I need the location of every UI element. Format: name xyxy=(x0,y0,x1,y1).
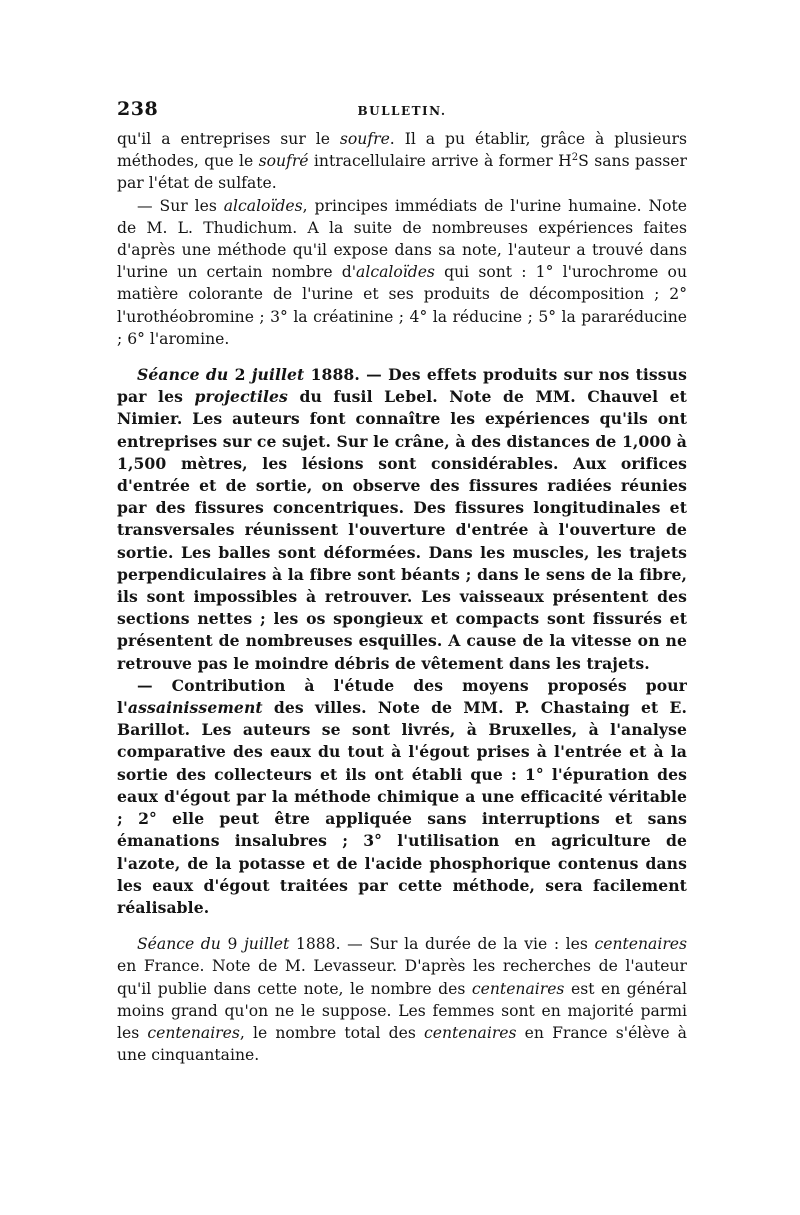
text-run: qui sont : 1° l'urochrome ou matière colorante de l'urine et ses produits de décomposition ; 2° l'urothéobromine ; 3° la créatinine ; 4° la réducine ; 5° la pararéducine ; 6° l'aromine. xyxy=(117,263,687,348)
text-run: S sans passer par l'état de sulfate. xyxy=(117,152,687,193)
italic-term: centenaires xyxy=(471,979,565,998)
text-run: intracellulaire arrive à former H xyxy=(308,152,572,171)
italic-term: soufre xyxy=(339,130,390,148)
italic-term: Séance du xyxy=(137,935,221,954)
article-body xyxy=(117,128,687,1066)
text-run: 1888. — Sur la durée de la vie : les xyxy=(289,935,595,954)
italic-term: Séance du xyxy=(137,365,229,385)
text-run: 1888. — Des effets produits sur nos tissus par les xyxy=(117,365,687,407)
italic-term: alcaloïdes xyxy=(356,263,435,282)
text-run: , le nombre total des xyxy=(239,1023,425,1042)
paragraph-alcaloides xyxy=(117,195,687,350)
italic-term: projectiles xyxy=(194,387,288,407)
italic-term: juillet xyxy=(251,365,305,385)
text-run: est en général moins grand qu'on ne le suppose. Les femmes sont en majorité parmi les xyxy=(117,979,687,1042)
page-number: 238 xyxy=(117,98,159,120)
italic-term: alcaloïdes xyxy=(223,196,303,215)
italic-term: centenaires xyxy=(594,935,688,954)
text-run: . Il a pu établir, grâce à plusieurs méthodes, que le xyxy=(117,130,687,171)
text-run: du fusil Lebel. Note de MM. Chauvel et Nimier. Les auteurs font connaître les expériences qu'ils ont entreprises sur ce sujet. Sur le crâne, à des distances de 1,000 à 1,500 mètres, les lésions sont considérables. Aux orifices d'entrée et de sortie, on observe des fissures radiées réunies par des fissures concentriques. Des fissures longitudinales et transversales réunissent l'ouverture d'entrée à l'ouverture de sortie. Les balles sont déformées. Dans les muscles, les trajets perpendiculaires à la fibre sont béants ; dans le sens de la fibre, ils sont impossibles à retrouver. Les vaisseaux présentent des sections nettes ; les os spongieux et compacts sont fissurés et présentent de nombreuses esquilles. A cause de la vitesse on ne retrouve pas le moindre débris de vêtement dans les trajets. xyxy=(117,387,687,673)
paragraph-soufre xyxy=(117,128,687,195)
superscript: 2 xyxy=(571,152,579,164)
text-run: — Sur les xyxy=(137,196,224,215)
paragraph-seance-2-juillet xyxy=(117,364,687,675)
text-run: qu'il a entreprises sur le xyxy=(117,130,340,148)
text-run: en France s'élève à une cinquantaine. xyxy=(117,1023,687,1065)
text-run: 9 xyxy=(220,935,244,954)
italic-term: soufré xyxy=(258,152,309,171)
running-title: BULLETIN. xyxy=(357,104,447,118)
text-run: des villes. Note de MM. P. Chastaing et E. Barillot. Les auteurs se sont livrés, à Bruxelles, à l'analyse comparative des eaux du tout à l'égout prises à l'entrée et à la sortie des collecteurs et ils ont établi que : 1° l'épuration des eaux d'égout par la méthode chimique a une efficacité véritable ; 2° elle peut être appliquée sans interruptions et sans émanations insalubres ; 3° l'utilisation en agriculture de l'azote, de la potasse et de l'acide phosphorique contenus dans les eaux d'égout traitées par cette méthode, sera facilement réalisable. xyxy=(117,698,687,917)
italic-term: centenaires xyxy=(424,1023,517,1042)
paragraph-seance-9-juillet xyxy=(117,933,687,1066)
italic-term: centenaires xyxy=(147,1023,240,1042)
italic-term: juillet xyxy=(243,935,290,954)
text-run: — Contribution à l'étude des moyens proposés pour l' xyxy=(117,675,687,718)
page-header xyxy=(117,98,687,122)
text-run: 2 xyxy=(228,365,252,385)
text-run: , principes immédiats de l'urine humaine. Note de M. L. Thudichum. A la suite de nombreuses expériences faites d'après une méthode qu'il expose dans sa note, l'auteur a trouvé dans l'urine un certain nombre d' xyxy=(117,196,687,282)
italic-term: assainissement xyxy=(127,698,263,718)
text-run: en France. Note de M. Levasseur. D'après les recherches de l'auteur qu'il publie dans cette note, le nombre des xyxy=(117,957,687,998)
paragraph-assainissement xyxy=(117,675,687,919)
